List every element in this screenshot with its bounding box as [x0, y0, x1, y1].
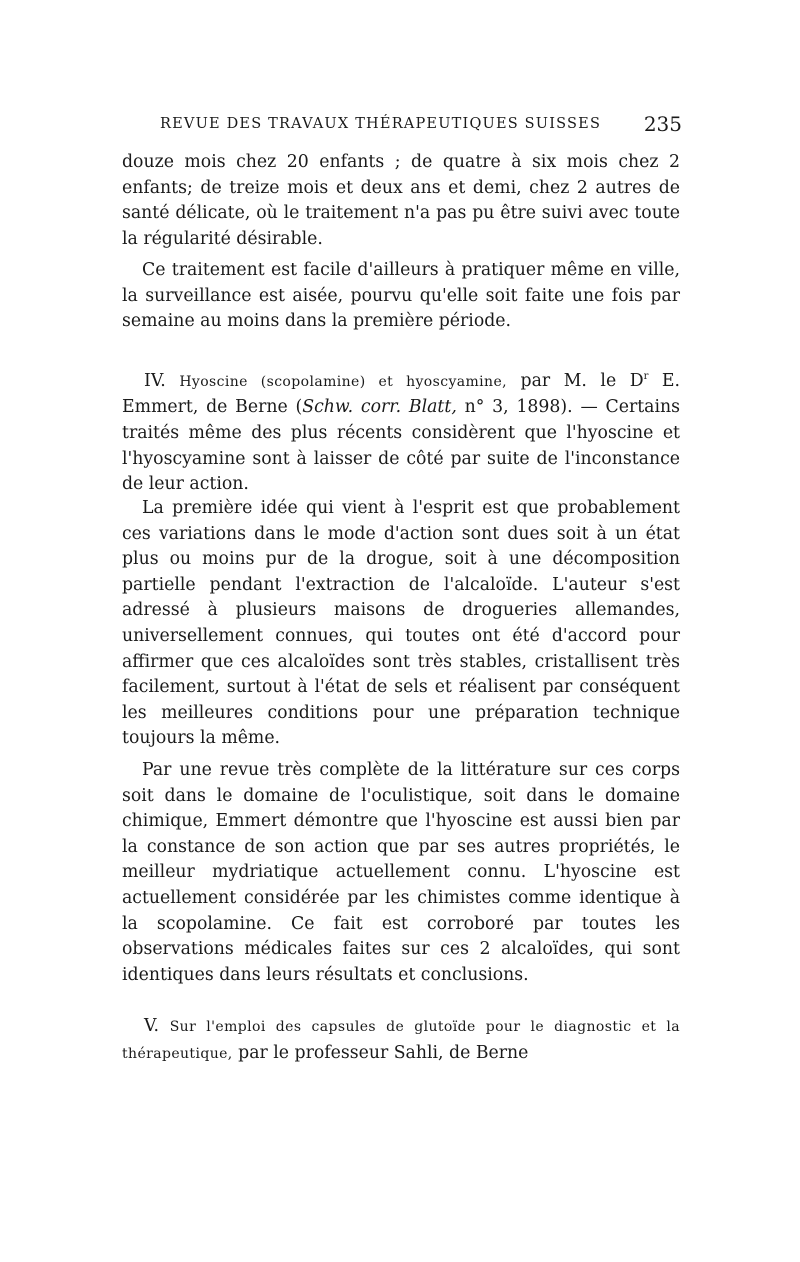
section-v-numeral: V. — [144, 1016, 159, 1036]
section-iv-issue: n° 3, 1898). — — [464, 397, 598, 418]
paragraph-hyoscine-intro: Certains traités même des plus récents considèrent que l'hyoscine et l'hyoscyamine sont à laisser de côté par suite de l'inconstance de leur action. — [122, 397, 681, 495]
section-iv-author: E. Emmert, de Berne ( — [122, 370, 680, 418]
section-iv-by: par M. le — [520, 370, 617, 391]
section-v-title: Sur l'emploi des capsules de glutoïde pour le diagnostic et la thérapeutique, — [122, 1019, 680, 1062]
section-iv-dr-sup: r — [643, 371, 649, 382]
section-iv-numeral: IV. — [144, 370, 166, 391]
section-iv-heading — [122, 364, 680, 498]
page-number: 235 — [643, 112, 682, 136]
running-head: REVUE DES TRAVAUX THÉRAPEUTIQUES SUISSES — [160, 116, 602, 132]
section-iv-dr: D — [629, 370, 644, 391]
section-iv-journal: Schw. corr. Blatt, — [302, 397, 457, 418]
section-iv-title: Hyoscine (scopolamine) et hyoscyamine, — [179, 373, 508, 390]
paragraph-continued: douze mois chez 20 enfants ; de quatre à six mois chez 2 enfants; de treize mois et deux ans et demi, chez 2 autres de santé délicate, où le traitement n'a pas pu être suivi avec toute la régularité désirable. — [122, 152, 680, 249]
paragraph-review: Par une revue très complète de la littérature sur ces corps soit dans le domaine de l'oculistique, soit dans le domaine chimique, Emmert démontre que l'hyoscine est aussi bien par la constance de son action que par ses autres propriétés, le meilleur mydriatique actuellement connu. L'hyoscine est actuellement considérée par les chimistes comme identique à la scopolamine. Ce fait est corroboré par toutes les observations médicales faites sur ces 2 alcaloïdes, qui sont identiques dans leurs résultats et conclusions. — [122, 760, 680, 985]
section-v-heading — [122, 1014, 680, 1067]
section-v-by: par le professeur Sahli, de Berne — [238, 1042, 529, 1063]
paragraph-first-idea: La première idée qui vient à l'esprit est que probablement ces variations dans le mode d'action sont dues soit à un état plus ou moins pur de la drogue, soit à une décomposition partielle pendant l'extraction de l'alcaloïde. L'auteur s'est adressé à plusieurs maisons de drogueries allemandes, universellement connues, qui toutes ont été d'accord pour affirmer que ces alcaloïdes sont très stables, cristallisent très facilement, surtout à l'état de sels et réalisent par conséquent les meilleures conditions pour une préparation technique toujours la même. — [122, 498, 680, 749]
paragraph-treatment: Ce traitement est facile d'ailleurs à pratiquer même en ville, la surveillance est aisée, pourvu qu'elle soit faite une fois par semaine au moins dans la première période. — [122, 260, 680, 332]
